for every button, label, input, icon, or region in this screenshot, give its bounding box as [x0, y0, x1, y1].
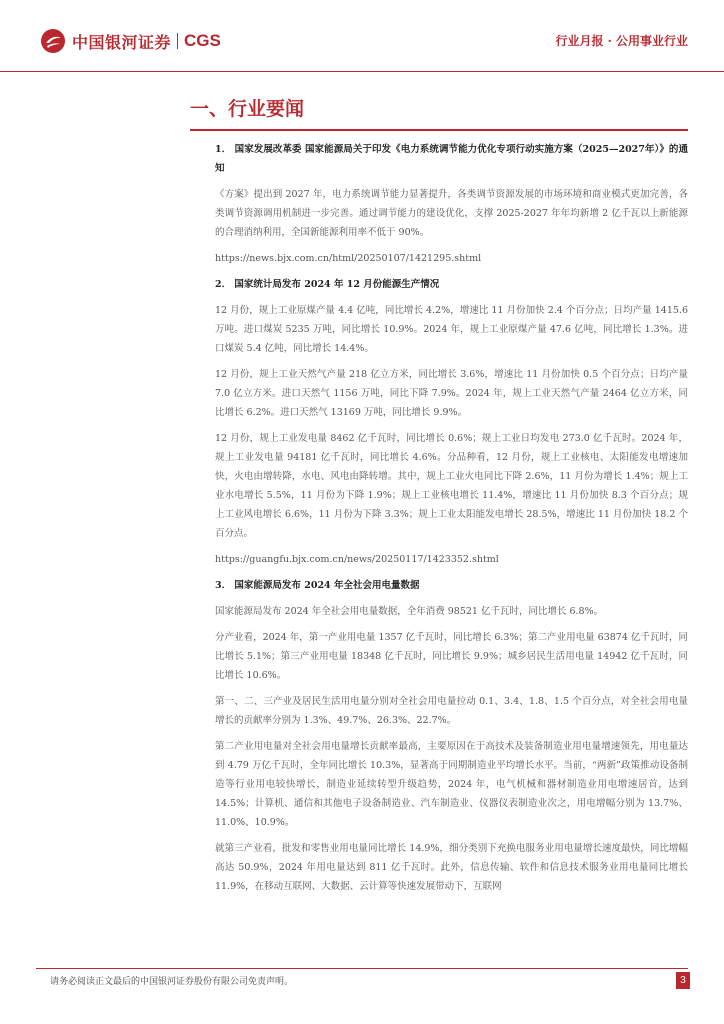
company-logo — [40, 28, 221, 54]
news-paragraph: 分产业看，2024 年，第一产业用电量 1357 亿千瓦时，同比增长 6.3%；第二产业用电量 63874 亿千瓦时，同比增长 5.1%；第三产业用电量 18348 亿千瓦时，同比增长 9.9%；城乡居民生活用电量 14942 亿千瓦时，同比增长 10.6%。 — [215, 632, 688, 681]
news-paragraph: 第二产业用电量对全社会用电量增长贡献率最高，主要原因在于高技术及装备制造业用电量增速领先，用电量达到 4.79 万亿千瓦时，全年同比增长 10.3%，显著高于同期制造业平均增长水平。当前，“两新”政策推动设备制造等行业用电较快增长，制造业延续转型升级趋势，2024 年，电气机械和器材制造业用电增速居首，达到 14.5%；计算机、通信和其他电子设备制造业、汽车制造业、仪器仪表制造业次之，用电增幅分别为 13.7%、11.0%、10.9%。 — [215, 741, 688, 828]
news-item — [215, 140, 688, 268]
news-paragraph: 就第三产业看，批发和零售业用电量同比增长 14.9%，细分类别下充换电服务业用电量增长速度最快，同比增幅高达 50.9%，2024 年用电量达到 811 亿千瓦时。此外，信息传输、软件和信息技术服务业用电量同比增长 11.9%，在移动互联网、大数据、云计算等快速发展带动下，互联网 — [215, 843, 688, 892]
logo-separator — [177, 33, 178, 49]
news-paragraph: 12 月份，规上工业发电量 8462 亿千瓦时，同比增长 0.6%；规上工业日均发电 273.0 亿千瓦时。2024 年，规上工业发电量 94181 亿千瓦时，同比增长 4.6%。分品种看，12 月份，规上工业核电、太阳能发电增速加快，火电由增转降，水电、风电由降转增。其中，规上工业火电同比下降 2.6%，11 月份为增长 1.4%；规上工业水电增长 5.5%，11 月份为下降 1.9%；规上工业核电增长 11.4%，增速比 11 月份加快 8.3 个百分点；规上工业风电增长 6.6%，11 月份为下降 3.3%；规上工业太阳能发电增长 28.5%，增速比 11 月份加快 18.2 个百分点。 — [215, 433, 688, 539]
news-paragraph: 国家能源局发布 2024 年全社会用电量数据，全年消费 98521 亿千瓦时，同比增长 6.8%。 — [215, 606, 604, 617]
news-paragraph: 第一、二、三产业及居民生活用电量分别对全社会用电量拉动 0.1、3.4、1.8、1.5 个百分点，对全社会用电量增长的贡献率分别为 1.3%、49.7%、26.3%、22.7%。 — [215, 696, 688, 726]
news-content — [215, 140, 688, 903]
news-paragraph: 12 月份，规上工业原煤产量 4.4 亿吨，同比增长 4.2%，增速比 11 月份加快 2.4 个百分点；日均产量 1415.6 万吨。进口煤炭 5235 万吨，同比增长 10.9%。2024 年，规上工业原煤产量 47.6 亿吨，同比增长 1.3%。进口煤炭 5.4 亿吨，同比增长 14.4%。 — [215, 305, 688, 354]
news-source-link[interactable]: https://guangfu.bjx.com.cn/news/20250117/1423352.shtml — [215, 554, 499, 565]
section-title: 一、行业要闻 — [190, 98, 305, 120]
page-number: 3 — [676, 972, 690, 989]
report-type-label: 行业月报 · 公用事业行业 — [555, 34, 688, 48]
news-paragraph: 《方案》提出到 2027 年，电力系统调节能力显著提升，各类调节资源发展的市场环境和商业模式更加完善，各类调节资源调用机制进一步完善。通过调节能力的建设优化，支撑 2025-2027 年年均新增 2 亿千瓦以上新能源的合理消纳利用，全国新能源利用率不低于 90%。 — [215, 189, 688, 238]
news-heading: 2． 国家统计局发布 2024 年 12 月份能源生产情况 — [215, 279, 440, 290]
news-heading: 3． 国家能源局发布 2024 年全社会用电量数据 — [215, 580, 420, 591]
section-divider — [190, 129, 688, 131]
header-divider — [0, 71, 724, 72]
footer-divider — [36, 968, 688, 969]
news-source-link[interactable]: https://news.bjx.com.cn/html/20250107/1421295.shtml — [215, 253, 482, 264]
galaxy-logo-icon — [40, 28, 66, 54]
news-paragraph: 12 月份，规上工业天然气产量 218 亿立方米，同比增长 3.6%，增速比 11 月份加快 0.5 个百分点；日均产量 7.0 亿立方米。进口天然气 1156 万吨，同比下降 7.9%。2024 年，规上工业天然气产量 2464 亿立方米，同比增长 6.2%。进口天然气 13169 万吨，同比增长 9.9%。 — [215, 369, 688, 418]
news-item — [215, 275, 688, 569]
page-header — [0, 0, 724, 72]
logo-english-name: CGS — [184, 31, 221, 50]
logo-chinese-name: 中国银河证券 — [72, 32, 172, 52]
news-heading: 1． 国家发展改革委 国家能源局关于印发《电力系统调节能力优化专项行动实施方案（2025—2027年）》的通知 — [215, 144, 688, 174]
footer-disclaimer: 请务必阅读正文最后的中国银河证券股份有限公司免责声明。 — [50, 977, 294, 987]
news-item — [215, 576, 688, 896]
